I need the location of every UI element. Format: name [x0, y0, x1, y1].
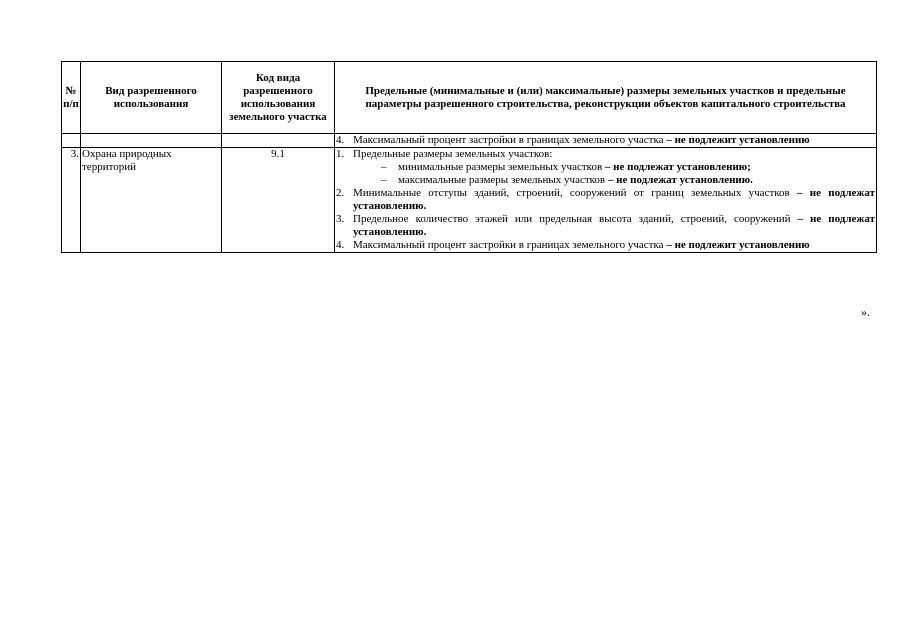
param-item	[336, 148, 875, 161]
bullet-text: максимальные размеры земельных участков	[398, 174, 606, 186]
table-header-row	[62, 62, 877, 134]
param-item-text: Предельные размеры земельных участков:	[353, 148, 553, 160]
row-kind: Охрана природных территорий	[81, 148, 222, 253]
param-item	[336, 239, 875, 252]
dash-marker: –	[381, 161, 387, 173]
param-item-number: 2.	[336, 187, 345, 199]
table-row	[62, 148, 877, 253]
param-item-number: 4.	[336, 134, 345, 146]
bullet-item	[336, 161, 875, 174]
param-item-number: 4.	[336, 239, 345, 251]
table-row-continued	[62, 134, 877, 148]
bullet-bold: – не подлежат установлению.	[605, 174, 753, 186]
cell-params	[335, 134, 877, 148]
closing-quote: ».	[861, 305, 870, 319]
header-num: № п/п	[62, 62, 81, 134]
cell-params	[335, 148, 877, 253]
param-item-text: Минимальные отступы зданий, строений, сооружений от границ земельных участков	[353, 187, 790, 199]
cell-empty	[222, 134, 335, 148]
cell-empty	[62, 134, 81, 148]
param-item	[336, 134, 875, 147]
param-item-text: Максимальный процент застройки в границах земельного участка	[353, 239, 664, 251]
param-item-bold: – не подлежит установлению	[663, 239, 810, 251]
param-item	[336, 187, 875, 213]
param-item	[336, 213, 875, 239]
cell-empty	[81, 134, 222, 148]
bullet-text: минимальные размеры земельных участков	[398, 161, 603, 173]
param-item-text: Максимальный процент застройки в границах земельного участка	[353, 134, 664, 146]
regulations-table	[61, 61, 877, 253]
row-code: 9.1	[222, 148, 335, 253]
param-item-bold: – не подлежат установлению.	[353, 187, 875, 212]
param-item-bold: – не подлежит установлению	[663, 134, 810, 146]
bullet-bold: – не подлежат установлению;	[602, 161, 751, 173]
param-item-number: 1.	[336, 148, 345, 160]
row-number: 3.	[62, 148, 81, 253]
header-params: Предельные (минимальные и (или) максимальные) размеры земельных участков и предельные параметры разрешенного строительства, реконструкции объектов капитального строительства	[335, 62, 877, 134]
header-code: Код вида разрешенного использования земельного участка	[222, 62, 335, 134]
param-item-text: Предельное количество этажей или предельная высота зданий, строений, сооружений	[353, 213, 791, 225]
header-kind: Вид разрешенного использования	[81, 62, 222, 134]
param-item-bold: – не подлежат установлению.	[353, 213, 875, 238]
dash-marker: –	[381, 174, 387, 186]
bullet-item	[336, 174, 875, 187]
param-item-number: 3.	[336, 213, 345, 225]
